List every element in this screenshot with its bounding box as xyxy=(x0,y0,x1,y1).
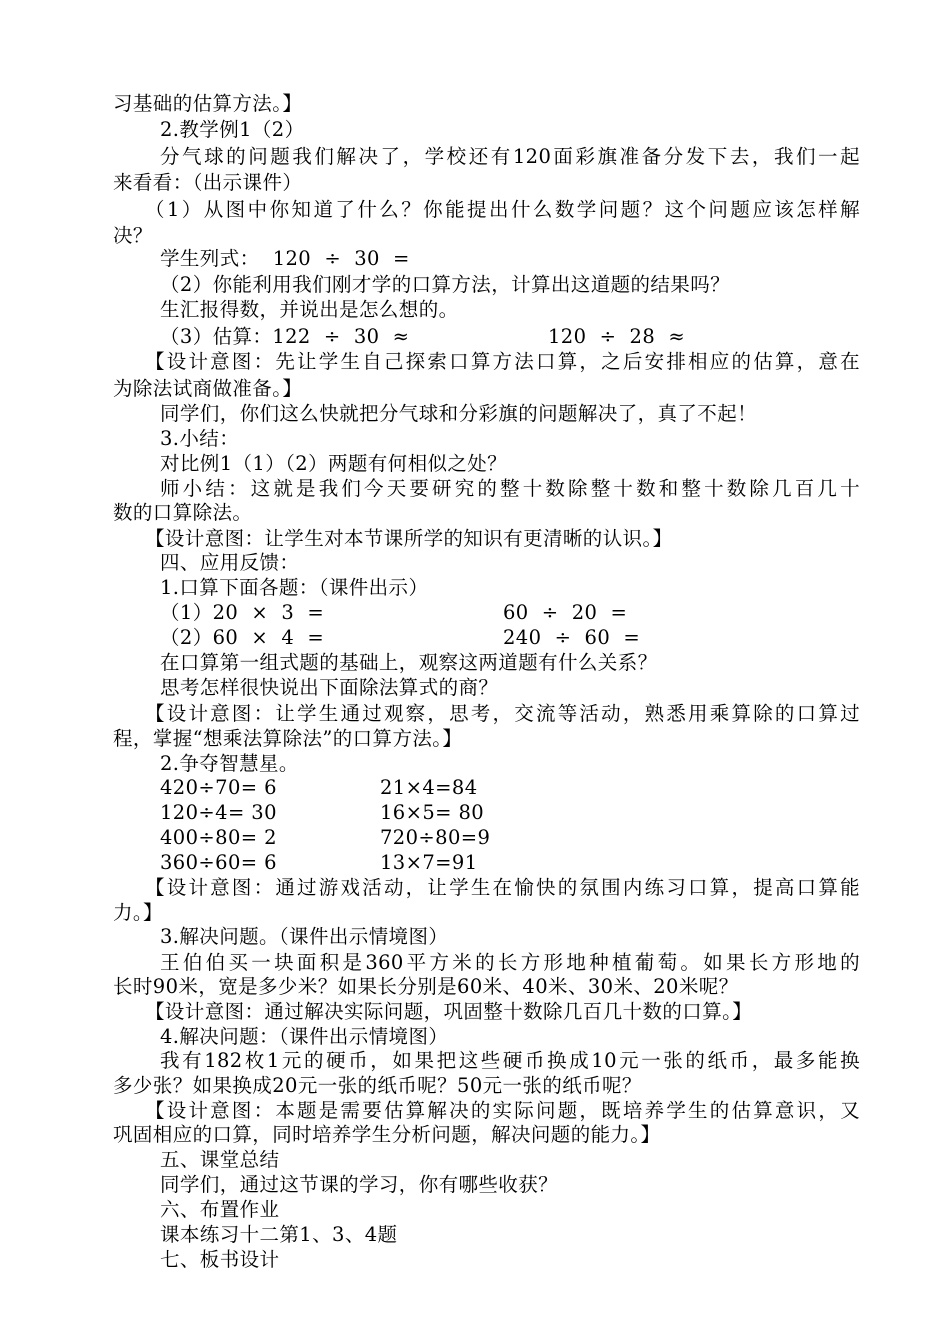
text-line: 120 ÷ 28 ≈ xyxy=(548,325,686,348)
text-line: 420÷70= 6 xyxy=(160,776,277,799)
text-line: 3.小结： xyxy=(160,427,240,450)
text-line: 巩固相应的口算，同时培养学生分析问题，解决问题的能力。】 xyxy=(113,1123,661,1146)
text-line: 同学们，你们这么快就把分气球和分彩旗的问题解决了，真了不起！ xyxy=(160,402,758,425)
text-line: 【设计意图：让学生对本节课所学的知识有更清晰的认识。】 xyxy=(145,527,673,550)
text-line: 五、课堂总结 xyxy=(160,1148,280,1171)
text-line: 1.口算下面各题：（课件出示） xyxy=(160,576,429,599)
text-line: 在口算第一组式题的基础上，观察这两道题有什么关系？ xyxy=(160,651,658,674)
text-line: （1）20 × 3 = xyxy=(160,601,325,624)
text-line: 来看看：（出示课件） xyxy=(113,171,303,194)
text-line: 【设计意图：通过解决实际问题，巩固整十数除几百几十数的口算。】 xyxy=(145,1000,753,1023)
text-line: 决？ xyxy=(113,224,153,247)
text-line: 四、应用反馈： xyxy=(160,551,300,574)
text-line: 13×7=91 xyxy=(380,851,478,874)
text-line: 程，掌握“想乘法算除法”的口算方法。】 xyxy=(113,727,463,750)
text-line: 为除法试商做准备。】 xyxy=(113,377,303,400)
text-line: （1）从图中你知道了什么？你能提出什么数学问题？这个问题应该怎样解 xyxy=(145,198,860,221)
text-line: 【设计意图：让学生通过观察，思考，交流等活动，熟悉用乘算除的口算过 xyxy=(145,702,860,725)
text-line: 分气球的问题我们解决了，学校还有120面彩旗准备分发下去，我们一起 xyxy=(160,145,860,168)
text-line: 【设计意图：通过游戏活动，让学生在愉快的氛围内练习口算，提高口算能 xyxy=(145,876,860,899)
text-line: （2）60 × 4 = xyxy=(160,626,325,649)
text-line: 【设计意图：先让学生自己探索口算方法口算，之后安排相应的估算，意在 xyxy=(145,350,860,373)
text-line: 习基础的估算方法。】 xyxy=(113,92,303,115)
text-line: 六、布置作业 xyxy=(160,1198,280,1221)
text-line: 学生列式： 120 ÷ 30 = xyxy=(160,247,410,270)
text-line: 400÷80= 2 xyxy=(160,826,277,849)
text-line: 王伯伯买一块面积是360平方米的长方形地种植葡萄。如果长方形地的 xyxy=(160,951,860,974)
text-line: 120÷4= 30 xyxy=(160,801,277,824)
text-line: 思考怎样很快说出下面除法算式的商？ xyxy=(160,676,499,699)
text-line: （3）估算：122 ÷ 30 ≈ xyxy=(160,325,410,348)
text-line: 力。】 xyxy=(113,901,163,924)
text-line: 我有182枚1元的硬币，如果把这些硬币换成10元一张的纸币，最多能换 xyxy=(160,1049,860,1072)
text-line: 生汇报得数，并说出是怎么想的。 xyxy=(160,298,459,321)
text-line: （2）你能利用我们刚才学的口算方法，计算出这道题的结果吗？ xyxy=(160,273,731,296)
text-line: 240 ÷ 60 = xyxy=(503,626,641,649)
text-line: 360÷60= 6 xyxy=(160,851,277,874)
text-line: 21×4=84 xyxy=(380,776,478,799)
text-line: 对比例1（1）（2）两题有何相似之处？ xyxy=(160,452,508,475)
text-line: 【设计意图：本题是需要估算解决的实际问题，既培养学生的估算意识，又 xyxy=(145,1099,860,1122)
text-line: 数的口算除法。 xyxy=(113,501,253,524)
text-line: 2.教学例1（2） xyxy=(160,118,305,141)
text-line: 多少张？如果换成20元一张的纸币呢？50元一张的纸币呢？ xyxy=(113,1074,642,1097)
text-line: 4.解决问题：（课件出示情境图） xyxy=(160,1025,449,1048)
text-line: 同学们，通过这节课的学习，你有哪些收获？ xyxy=(160,1173,559,1196)
text-line: 七、板书设计 xyxy=(160,1248,280,1271)
text-line: 师小结：这就是我们今天要研究的整十数除整十数和整十数除几百几十 xyxy=(160,477,860,500)
text-line: 720÷80=9 xyxy=(380,826,491,849)
text-line: 3.解决问题。（课件出示情境图） xyxy=(160,925,449,948)
text-line: 长时90米，宽是多少米？如果长分别是60米、40米、30米、20米呢？ xyxy=(113,975,739,998)
text-line: 60 ÷ 20 = xyxy=(503,601,628,624)
text-line: 课本练习十二第1、3、4题 xyxy=(160,1223,398,1246)
text-line: 2.争夺智慧星。 xyxy=(160,752,299,775)
text-line: 16×5= 80 xyxy=(380,801,485,824)
